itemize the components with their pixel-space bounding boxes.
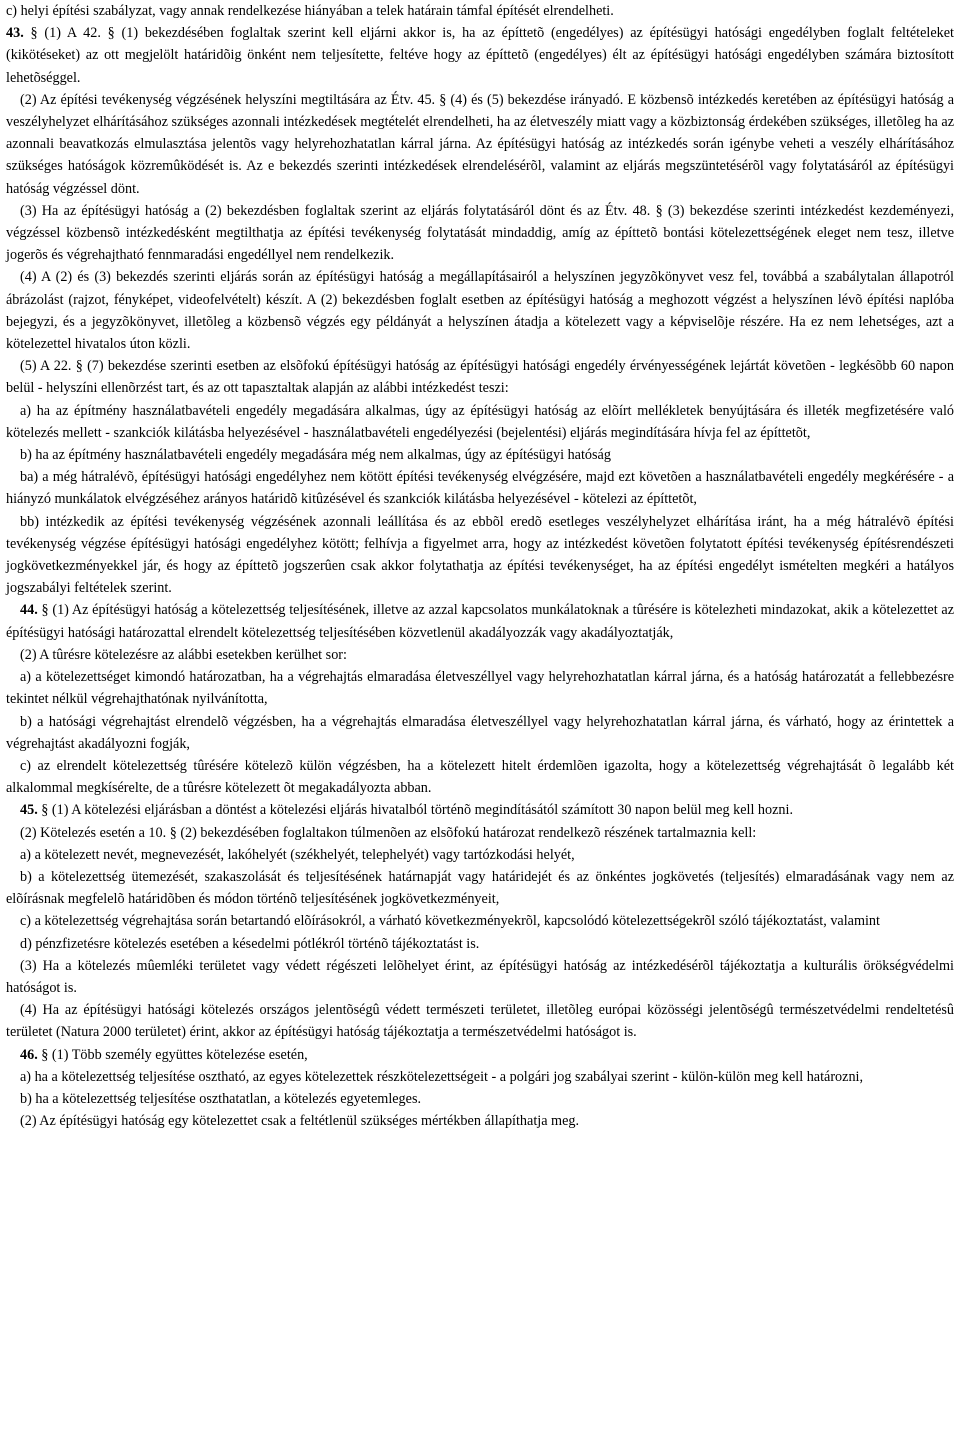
paragraph xyxy=(6,1110,954,1132)
paragraph-text: (5) A 22. § (7) bekezdése szerinti esetben az elsõfokú építésügyi hatóság az építésügyi hatósági engedély érvényességének lejártát követõen - legkésõbb 60 napon belül - helyszíni ellenõrzést tart, és az ott tapasztaltak alapján az alábbi intézkedést teszi: xyxy=(6,358,954,397)
paragraph-text: (3) Ha az építésügyi hatóság a (2) bekezdésben foglaltak szerint az eljárás folytatásáról dönt és az Étv. 48. § (3) bekezdése szerinti intézkedést kezdeményezi, végzéssel közbensõ intézkedésként megtilthatja az építési tevékenység folytatását mindaddig, amíg az építtetõ bontási kötelezettségének eleget nem tesz, illetve jogerõs és végrehajtható fennmaradási engedéllyel nem rendelkezik. xyxy=(6,202,954,264)
paragraph-text: c) a kötelezettség végrehajtása során betartandó elõírásokról, a várható következményekrõl, kapcsolódó kötelezettségekrõl szóló tájékoztatást, valamint xyxy=(20,913,880,930)
paragraph-text: (2) Az építési tevékenység végzésének helyszíni megtiltására az Étv. 45. § (4) és (5) bekezdése irányadó. E közbensõ intézkedés keretében az építésügyi hatóság a veszélyhelyzet elhárításához szükséges azonnali intézkedések megtételét elrendelheti, ha az életveszély miatt vagy a közbiztonság érdekében szükséges, illetõleg ha az azonnali beavatkozás elmulasztása jelentõs vagy helyrehozhatatlan kárral járna. Az építésügyi hatóság az intézkedés során igénybe veheti a veszély elhárításához szükséges hatóságok közremûködését is. Az e bekezdés szerinti intézkedések elrendelésérõl, valamint az eljárás megszüntetésérõl vagy folytatásáról az építésügyi hatóság végzéssel dönt. xyxy=(6,91,954,197)
paragraph xyxy=(6,666,954,710)
paragraph-text: b) ha az építmény használatbavételi engedély megadására még nem alkalmas, úgy az építésügyi hatóság xyxy=(20,447,611,464)
paragraph xyxy=(6,844,954,866)
paragraph-text: (4) A (2) és (3) bekezdés szerinti eljárás során az építésügyi hatóság a megállapításairól a helyszínen jegyzõkönyvet vesz fel, továbbá a szabálytalan állapotról ábrázolást (rajzot, fényképet, videofelvételt) készít. A (2) bekezdésben foglalt esetben az építésügyi hatóság a meghozott végzést a helyszínen lévõ építési naplóba bejegyzi, és a jegyzõkönyvet, illetõleg a közbensõ végzés egy példányát a helyszínen átadja a kötelezett vagy a képviselõje részére. Ha ez nem lehetséges, azt a kötelezettel hivatalos úton közli. xyxy=(6,269,954,353)
paragraph xyxy=(6,933,954,955)
paragraph xyxy=(6,644,954,666)
paragraph-text: (2) Az építésügyi hatóság egy kötelezettet csak a feltétlenül szükséges mértékben állapíthatja meg. xyxy=(20,1113,580,1130)
paragraph-text: § (1) A 42. § (1) bekezdésében foglaltak szerint kell eljárni akkor is, ha az építtetõ (engedélyes) az építésügyi hatósági engedélyben foglalt feltételeket (kikötéseket) az ott megjelölt határidõig önként nem teljesítette, feltéve hogy az építtetõ (engedélyes) élt az építésügyi hatósági engedélyben számára biztosított lehetõséggel. xyxy=(6,25,954,86)
paragraph xyxy=(6,866,954,910)
paragraph xyxy=(6,1066,954,1088)
paragraph-text: c) az elrendelt kötelezettség tûrésére kötelezõ külön végzésben, ha a kötelezett hitelt érdemlõen igazolta, hogy a kötelezettség végrehajtását õ legalább két alkalommal megkísérelte, de a tûrésre kötelezett õt megakadályozta abban. xyxy=(6,757,954,797)
section-number: 45. xyxy=(20,802,38,819)
paragraph xyxy=(6,444,954,466)
paragraph-text: ba) a még hátralévõ, építésügyi hatósági engedélyhez nem kötött építési tevékenység elvégzésére, majd ezt követõen a használatbavételi engedély megkérésére - a hiányzó munkálatok elvégzéséhez arányos határidõ kitûzésével és szankciók kilátásba helyezésével - kötelezi az építtetõt, xyxy=(6,469,954,508)
section-number: 46. xyxy=(20,1046,38,1063)
section-number: 43. xyxy=(6,25,24,42)
paragraph xyxy=(6,955,954,999)
paragraph xyxy=(6,355,954,399)
paragraph xyxy=(6,466,954,510)
paragraph-text: (4) Ha az építésügyi hatósági kötelezés országos jelentõségû védett természeti területet, illetõleg európai közösségi jelentõségû természetvédelmi rendeltetésû területet (Natura 2000 területet) érint, akkor az építésügyi hatóság tájékoztatja a természetvédelmi hatóságot is. xyxy=(6,1002,954,1041)
paragraph xyxy=(6,200,954,267)
paragraph-text: a) a kötelezett nevét, megnevezését, lakóhelyét (székhelyét, telephelyét) vagy tartózkodási helyét, xyxy=(20,846,575,863)
paragraph-text: (2) Kötelezés esetén a 10. § (2) bekezdésében foglaltakon túlmenõen az elsõfokú határozat rendelkezõ részének tartalmaznia kell: xyxy=(20,824,757,841)
paragraph xyxy=(6,755,954,799)
paragraph-text: bb) intézkedik az építési tevékenység végzésének azonnali leállítása és az ebbõl eredõ esetleges veszélyhelyzet elhárítása iránt, ha a még hátralévõ építési tevékenység végzése építésügyi hatósági engedélyhez kötött; felhívja a figyelmet arra, hogy az intézkedést követõen folytatott építési tevékenység építésrendészeti jogkövetkezményekkel jár, és hogy az építtetõ jogszerûen csak akkor folytathatja az építési tevékenységet, ha az építési engedélyt ismételten megkéri a hatályos jogszabályi feltételek szerint. xyxy=(6,513,954,597)
paragraph-text: (2) A tûrésre kötelezésre az alábbi esetekben kerülhet sor: xyxy=(20,646,347,663)
paragraph xyxy=(6,711,954,755)
paragraph xyxy=(6,22,954,89)
document-body xyxy=(6,0,954,1132)
paragraph xyxy=(6,0,954,22)
paragraph-text: § (1) Az építésügyi hatóság a kötelezettség teljesítésének, illetve az azzal kapcsolatos munkálatoknak a tûrésére is kötelezheti mindazokat, akik a kötelezettet az építésügyi hatósági határozattal elrendelt kötelezettség teljesítésében közvetlenül akadályozzák vagy akadályoztatják, xyxy=(6,602,954,641)
paragraph-text: § (1) A kötelezési eljárásban a döntést a kötelezési eljárás hivatalból történõ megindításától számított 30 napon belül meg kell hozni. xyxy=(37,802,793,819)
paragraph xyxy=(6,599,954,643)
section-number: 44. xyxy=(20,602,38,619)
paragraph xyxy=(6,89,954,200)
paragraph-text: d) pénzfizetésre kötelezés esetében a késedelmi pótlékról történõ tájékoztatást is. xyxy=(20,935,480,952)
paragraph-text: § (1) Több személy együttes kötelezése esetén, xyxy=(37,1046,308,1063)
paragraph xyxy=(6,511,954,600)
paragraph xyxy=(6,266,954,355)
paragraph-text: b) a hatósági végrehajtást elrendelõ végzésben, ha a végrehajtás elmaradása életveszéllyel vagy helyrehozhatatlan kárral járna, és várható, hogy az érintettek a végrehajtást akadályozni fogják, xyxy=(6,713,954,752)
paragraph-text: a) ha az építmény használatbavételi engedély megadására alkalmas, úgy az építésügyi hatóság az elõírt mellékletek benyújtására és illeték megfizetésére való kötelezés mellett - szankciók kilátásba helyezésével - használatbavételi engedélyezési (bejelentési) eljárás megindítására hívja fel az építtetõt, xyxy=(6,402,954,441)
paragraph xyxy=(6,400,954,444)
paragraph-text: (3) Ha a kötelezés mûemléki területet vagy védett régészeti lelõhelyet érint, az építésügyi hatóság az intézkedésérõl tájékoztatja a kulturális örökségvédelmi hatóságot is. xyxy=(6,957,954,996)
paragraph-text: a) ha a kötelezettség teljesítése osztható, az egyes kötelezettek részkötelezettségeit - a polgári jog szabályai szerint - külön-külön meg kell határozni, xyxy=(20,1068,864,1085)
paragraph xyxy=(6,822,954,844)
paragraph xyxy=(6,799,954,821)
paragraph-text: b) ha a kötelezettség teljesítése oszthatatlan, a kötelezés egyetemleges. xyxy=(20,1090,422,1107)
paragraph xyxy=(6,1088,954,1110)
paragraph-text: a) a kötelezettséget kimondó határozatban, ha a végrehajtás elmaradása életveszéllyel vagy helyrehozhatatlan kárral járna, és a hatóság határozatát a fellebbezésre tekintet nélkül végrehajthatónak nyilvánította, xyxy=(6,669,954,708)
paragraph xyxy=(6,910,954,932)
paragraph-text: b) a kötelezettség ütemezését, szakaszolását és teljesítésének határnapját vagy határidejét és az önkéntes jogkövetés (teljesítés) elmaradásának vagy nem az elõírásnak megfelelõ határidõben és módon történõ teljesítésének jogkövetkezményeit, xyxy=(6,868,954,908)
paragraph-text: c) helyi építési szabályzat, vagy annak rendelkezése hiányában a telek határain támfal építését elrendelheti. xyxy=(6,3,614,19)
paragraph xyxy=(6,1044,954,1066)
paragraph xyxy=(6,999,954,1043)
